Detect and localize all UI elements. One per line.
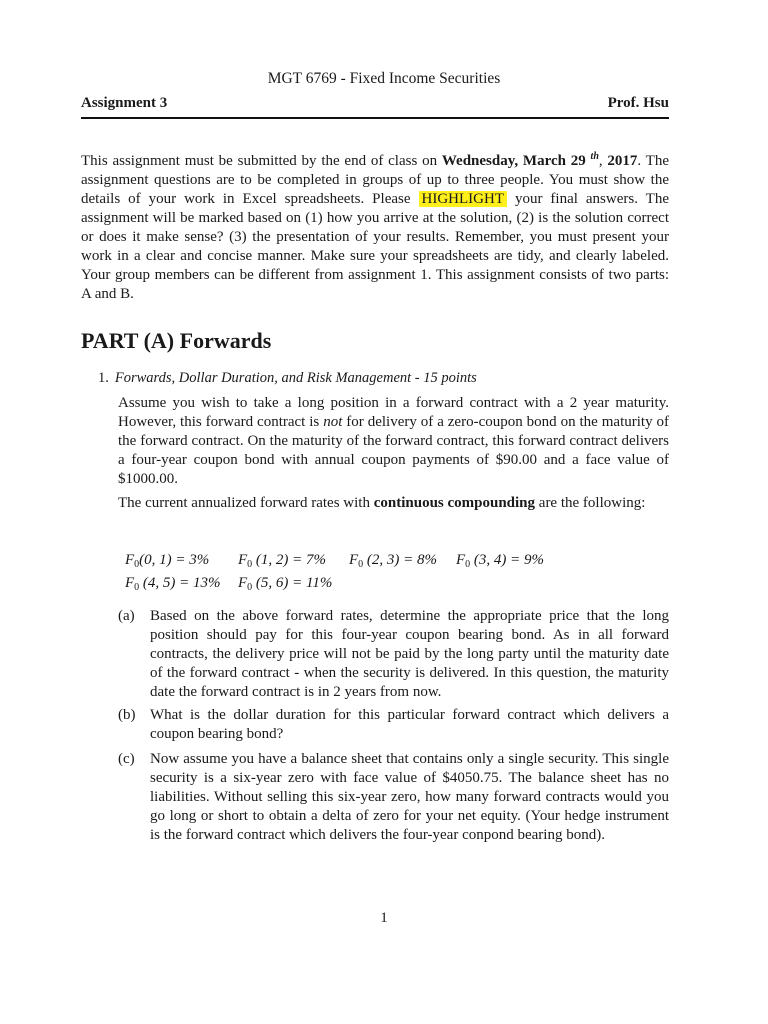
forward-rates-table	[125, 551, 544, 597]
body-text: Assume you wish to take a long position in a forward contract with a 2 year maturity. However, this forward contract is	[118, 395, 669, 430]
subquestion-text: Based on the above forward rates, determine the appropriate price that the long position should pay for this four-year coupon bearing bond. As in all forward contracts, the delivery price will not be paid by the long party until the maturity date of the forward contract - when the security is delivered. In this question, the maturity date the forward contract is in 2 years from now.	[150, 608, 669, 700]
rates-intro-text: The current annualized forward rates with	[118, 495, 374, 511]
question-title-text: Forwards, Dollar Duration, and Risk Management - 15 points	[114, 370, 477, 386]
question-1-title	[98, 370, 477, 387]
due-date-text: Wednesday, March 29	[441, 153, 586, 169]
body-text-2: for delivery of a zero-coupon bond on the maturity of the forward contract. On the maturity of the forward contract, this forward contract delivers a four-year coupon bond with annual coupon payments of $90.00 and a face value of $1000.00.	[118, 414, 669, 487]
question-1-body	[118, 394, 669, 489]
subquestion-c	[118, 750, 669, 845]
intro-text: This assignment must be submitted by the end of class on	[81, 153, 442, 169]
emphasis-not: not	[323, 414, 343, 430]
subquestion-text: What is the dollar duration for this particular forward contract which delivers a coupon bearing bond?	[150, 707, 669, 742]
rate-f56: $F_0$ (5, 6) = 11%	[238, 575, 333, 593]
question-number: 1.	[98, 370, 109, 386]
continuous-compounding: continuous compounding	[373, 495, 536, 511]
comma: ,	[598, 153, 603, 169]
intro-paragraph	[81, 152, 669, 304]
intro-text-2: . The assignment questions are to be completed in groups of up to three people. You must show the details of your work in Excel spreadsheets. Please	[81, 153, 670, 207]
forward-rates-intro	[118, 494, 669, 513]
rate-f34: $F_0$ (3, 4) = 9%	[456, 552, 545, 570]
rate-f12: $F_0$ (1, 2) = 7%	[238, 552, 327, 570]
course-title: MGT 6769 - Fixed Income Securities	[267, 70, 501, 87]
part-a-heading: PART (A) Forwards	[81, 328, 272, 353]
intro-text-3: your final answers. The assignment will be marked based on (1) how you arrive at the solution, (2) is the solution correct or does it make sense? (3) the presentation of your results. Remember, you must present your work in a clear and concise manner. Make sure your spreadsheets are tidy, and clearly labeled. Your group members can be different from assignment 1. This assignment consists of two parts: A and B.	[81, 191, 669, 302]
due-year: 2017	[607, 153, 638, 169]
professor-name: Prof. Hsu	[607, 95, 669, 111]
assignment-label: Assignment 3	[81, 95, 168, 111]
due-date	[442, 153, 599, 169]
subquestion-label: (b)	[118, 707, 136, 723]
header-row	[81, 95, 669, 112]
due-date-suffix: th	[590, 151, 599, 162]
subquestion-text: Now assume you have a balance sheet that contains only a single security. This single security is a six-year zero with face value of $4050.75. The balance sheet has no liabilities. Without selling this six-year zero, how many forward contracts would you go long or short to obtain a delta of zero for your net equity. (Your hedge instrument is the forward contract which delivers the four-year conpond bearing bond).	[150, 751, 669, 843]
rates-row-1	[125, 551, 544, 574]
highlight-word: HIGHLIGHT	[419, 191, 507, 207]
subquestion-a	[118, 607, 669, 702]
header-rule	[81, 117, 669, 119]
subquestion-label: (c)	[118, 751, 135, 767]
subquestion-label: (a)	[118, 608, 135, 624]
rate-f45: $F_0$ (4, 5) = 13%	[125, 575, 221, 593]
rates-row-2	[125, 574, 544, 597]
page-number: 1	[380, 910, 388, 926]
subquestion-b	[118, 706, 669, 744]
rate-f23: $F_0$ (2, 3) = 8%	[349, 552, 438, 570]
rate-f01: $F_0(0$, 1) = 3%	[125, 552, 210, 570]
rates-intro-text-2: are the following:	[535, 495, 646, 511]
